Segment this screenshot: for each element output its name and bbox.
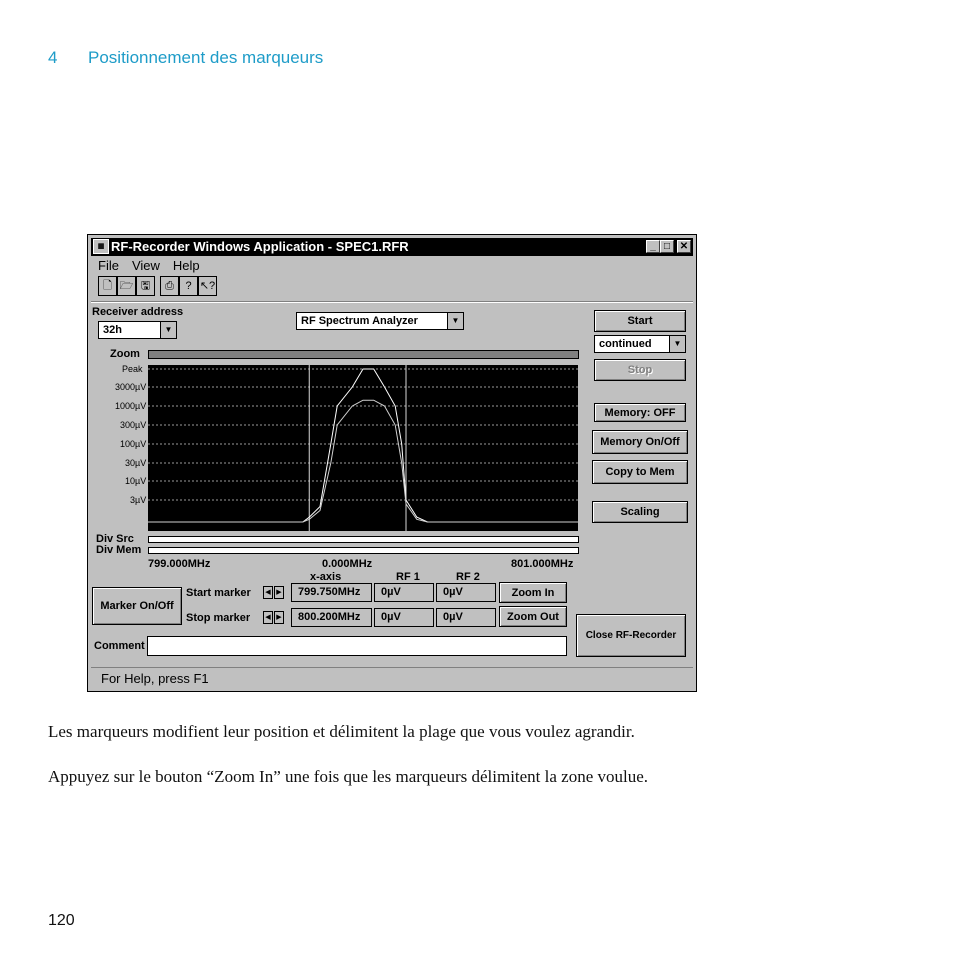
- save-icon[interactable]: 🖫: [136, 276, 155, 296]
- copy-to-mem-button[interactable]: Copy to Mem: [592, 460, 688, 484]
- paragraph-1: Les marqueurs modifient leur position et délimitent la plage que vous voulez agrandir.: [48, 722, 635, 741]
- arrow-left-icon[interactable]: ◀: [263, 586, 273, 599]
- freq-left-label: 799.000MHz: [148, 558, 211, 570]
- memory-status-button[interactable]: Memory: OFF: [594, 403, 686, 422]
- acquisition-mode-select[interactable]: continued ▼: [594, 335, 686, 353]
- div-src-label: Div Src: [96, 533, 134, 545]
- spectrum-plot[interactable]: [148, 365, 578, 531]
- menu-bar: [98, 258, 213, 273]
- y-tick-label: 10µV: [125, 476, 147, 486]
- marker-onoff-button[interactable]: Marker On/Off: [92, 587, 182, 625]
- chevron-down-icon[interactable]: ▼: [669, 336, 685, 352]
- freq-mid-label: 0.000MHz: [322, 558, 373, 570]
- chapter-number: 4: [48, 48, 58, 67]
- chevron-down-icon[interactable]: ▼: [447, 313, 463, 329]
- arrow-left-icon[interactable]: ◀: [263, 611, 273, 624]
- app-icon[interactable]: ▦: [93, 239, 109, 254]
- zoom-out-button[interactable]: Zoom Out: [499, 606, 567, 627]
- comment-input[interactable]: [147, 636, 567, 656]
- stop-marker-x-field[interactable]: 800.200MHz: [291, 608, 372, 627]
- spectrum-series-line: [148, 369, 578, 522]
- menu-help[interactable]: Help: [172, 258, 200, 273]
- status-bar: [91, 667, 693, 690]
- stop-button[interactable]: Stop: [594, 359, 686, 381]
- chapter-title: Positionnement des marqueurs: [88, 48, 324, 67]
- page-number: 120: [48, 912, 75, 929]
- mode-select[interactable]: RF Spectrum Analyzer ▼: [296, 312, 464, 330]
- rf1-header: RF 1: [396, 571, 420, 583]
- y-tick-label: 1000µV: [115, 401, 147, 411]
- spectrum-series-line: [148, 400, 578, 522]
- app-window: [87, 234, 697, 692]
- receiver-address-select[interactable]: 32h ▼: [98, 321, 177, 339]
- zoom-label: Zoom: [110, 348, 140, 360]
- context-help-icon[interactable]: ↖?: [198, 276, 217, 296]
- freq-right-label: 801.000MHz: [511, 558, 574, 570]
- chevron-down-icon[interactable]: ▼: [160, 322, 176, 338]
- close-icon[interactable]: ✕: [677, 240, 691, 253]
- y-tick-label: 3000µV: [115, 382, 147, 392]
- memory-onoff-button[interactable]: Memory On/Off: [592, 430, 688, 454]
- print-icon[interactable]: ⎙: [160, 276, 179, 296]
- status-text: For Help, press F1: [101, 671, 209, 686]
- paragraph-2: Appuyez sur le bouton “Zoom In” une fois que les marqueurs délimitent la zone voulue.: [48, 767, 649, 786]
- y-tick-label: 3µV: [130, 495, 147, 505]
- arrow-right-icon[interactable]: ▶: [274, 586, 284, 599]
- div-src-bar[interactable]: [148, 536, 579, 543]
- stop-marker-rf1-field[interactable]: 0µV: [374, 608, 434, 627]
- minimize-icon[interactable]: _: [646, 240, 660, 253]
- stop-marker-label: Stop marker: [186, 612, 251, 624]
- close-rf-recorder-button[interactable]: Close RF-Recorder: [576, 614, 686, 657]
- menu-file[interactable]: File: [98, 258, 119, 273]
- page-header: [48, 48, 323, 68]
- new-file-icon[interactable]: 🗋: [98, 276, 117, 296]
- maximize-icon[interactable]: □: [660, 240, 674, 253]
- y-tick-label: 300µV: [120, 420, 147, 430]
- window-title: RF-Recorder Windows Application - SPEC1.RFR: [111, 239, 409, 254]
- y-tick-label: Peak: [122, 364, 143, 374]
- toolbar-divider: [91, 301, 693, 303]
- help-icon[interactable]: ?: [179, 276, 198, 296]
- start-marker-x-field[interactable]: 799.750MHz: [291, 583, 372, 602]
- menu-view[interactable]: View: [131, 258, 160, 273]
- stop-marker-rf2-field[interactable]: 0µV: [436, 608, 496, 627]
- y-tick-label: 100µV: [120, 439, 147, 449]
- zoom-bar[interactable]: [148, 350, 579, 359]
- zoom-in-button[interactable]: Zoom In: [499, 582, 567, 603]
- comment-label: Comment: [94, 640, 145, 652]
- start-marker-label: Start marker: [186, 587, 251, 599]
- div-mem-bar[interactable]: [148, 547, 579, 554]
- x-axis-header: x-axis: [310, 571, 342, 583]
- arrow-right-icon[interactable]: ▶: [274, 611, 284, 624]
- scaling-button[interactable]: Scaling: [592, 501, 688, 523]
- div-mem-label: Div Mem: [96, 544, 142, 556]
- open-folder-icon[interactable]: 🗁: [117, 276, 136, 296]
- y-tick-label: 30µV: [125, 458, 147, 468]
- start-marker-rf2-field[interactable]: 0µV: [436, 583, 496, 602]
- title-bar[interactable]: [91, 238, 693, 256]
- spectrum-chart[interactable]: [148, 365, 578, 531]
- start-button[interactable]: Start: [594, 310, 686, 332]
- receiver-address-label: Receiver address: [92, 306, 184, 318]
- rf2-header: RF 2: [456, 571, 480, 583]
- start-marker-rf1-field[interactable]: 0µV: [374, 583, 434, 602]
